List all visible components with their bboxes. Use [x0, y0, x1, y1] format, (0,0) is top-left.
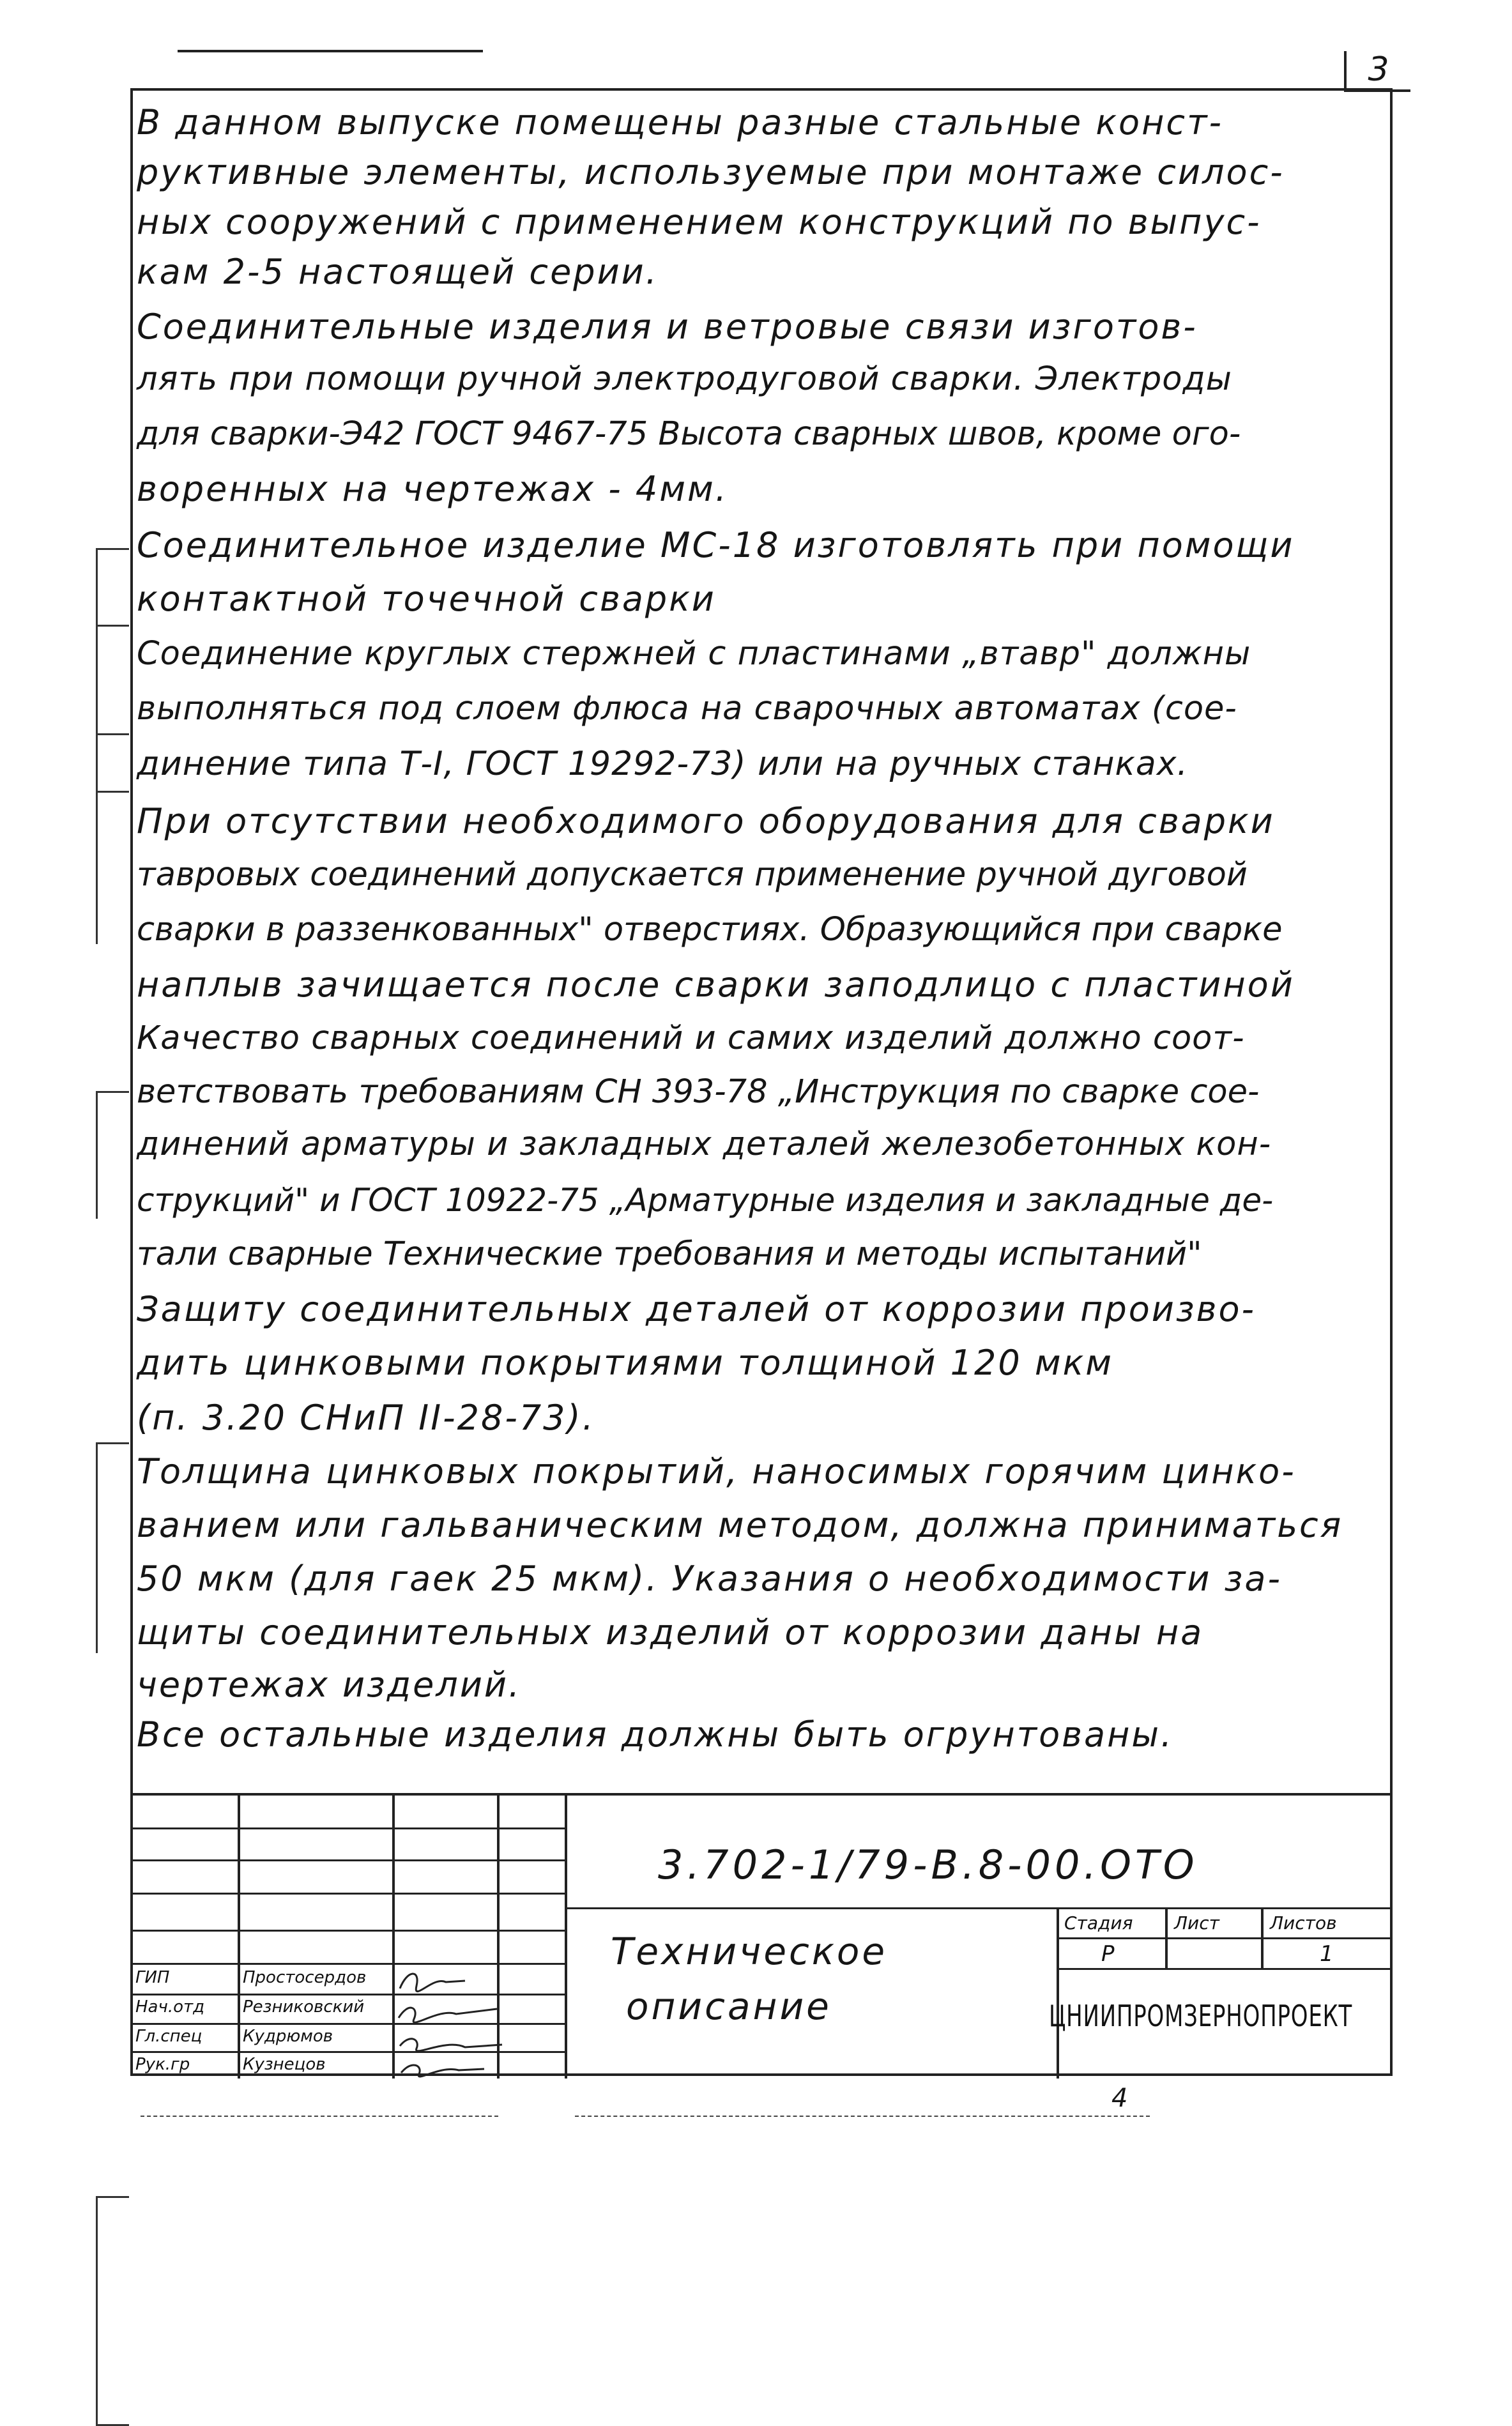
role-label: Нач.отд	[135, 1997, 205, 2017]
person-name: Кузнецов	[243, 2055, 326, 2074]
text-line: контактной точечной сварки	[137, 579, 716, 619]
text-line: выполняться под слоем флюса на сварочных автоматах (сое-	[137, 690, 1237, 728]
grid-line	[565, 1796, 567, 2079]
grid-line	[130, 1930, 565, 1932]
text-line: Все остальные изделия должны быть огрунтованы.	[137, 1714, 1174, 1755]
grid-line	[1057, 1937, 1393, 1939]
signatures-icon	[395, 1963, 503, 2078]
text-line: руктивные элементы, используемые при монтаже силос-	[137, 152, 1285, 192]
grid-line	[1057, 1968, 1393, 1970]
text-line: лять при помощи ручной электродуговой сварки. Электроды	[137, 360, 1232, 398]
footer-marks	[141, 2084, 1354, 2122]
text-line: Соединение круглых стержней с пластинами „втавр" должны	[137, 635, 1251, 673]
text-line: ветствовать требованиям СН 393-78 „Инструкция по сварке сое-	[137, 1073, 1260, 1111]
text-line: струкций" и ГОСТ 10922-75 „Арматурные изделия и закладные де-	[137, 1182, 1274, 1219]
text-line: (п. 3.20 СНиП II-28-73).	[137, 1398, 595, 1438]
text-line: При отсутствии необходимого оборудования для сварки	[137, 801, 1275, 841]
text-line: динение типа Т-I, ГОСТ 19292-73) или на ручных станках.	[137, 745, 1189, 783]
document-title: Техническое	[611, 1930, 888, 1973]
binding-segment	[96, 2196, 129, 2426]
grid-line	[565, 1907, 1393, 1909]
role-label: Гл.спец	[135, 2027, 202, 2046]
grid-line	[1057, 1907, 1059, 2079]
text-line: Толщина цинковых покрытий, наносимых горячим цинко-	[137, 1451, 1296, 1491]
text-line: 50 мкм (для гаек 25 мкм). Указания о необходимости за-	[137, 1559, 1282, 1599]
binding-segment	[96, 1442, 129, 1653]
binding-segment	[96, 791, 129, 944]
text-line: тали сварные Технические требования и методы испытаний"	[137, 1235, 1202, 1273]
footer-rule	[141, 2090, 498, 2117]
binding-segment	[96, 733, 129, 791]
person-name: Простосердов	[243, 1968, 367, 1987]
text-line: Соединительные изделия и ветровые связи изготов-	[137, 307, 1198, 347]
document-code: 3.702-1/79-В.8-00.ОТО	[658, 1842, 1198, 1888]
text-line: Соединительное изделие МС-18 изготовлять при помощи	[137, 525, 1295, 565]
text-line: воренных на чертежах - 4мм.	[137, 469, 728, 509]
text-line: наплыв зачищается после сварки заподлицо с пластиной	[137, 965, 1295, 1005]
text-line: щиты соединительных изделий от коррозии даны на	[137, 1612, 1204, 1652]
text-line: динений арматуры и закладных деталей железобетонных кон-	[137, 1125, 1272, 1163]
text-line: Защиту соединительных деталей от коррозии произво-	[137, 1289, 1256, 1329]
binding-segment	[96, 1091, 129, 1219]
text-line: В данном выпуске помещены разные стальные конст-	[137, 102, 1224, 142]
sheet-header: Лист	[1174, 1912, 1219, 1934]
person-name: Кудрюмов	[243, 2027, 333, 2046]
person-name: Резниковский	[243, 1997, 365, 2017]
grid-line	[130, 1827, 565, 1829]
text-line: чертежах изделий.	[137, 1665, 522, 1705]
sheets-value: 1	[1320, 1941, 1334, 1967]
stage-header: Стадия	[1064, 1912, 1133, 1934]
role-label: Рук.гр	[135, 2055, 190, 2074]
sheet-number: 3	[1344, 51, 1410, 92]
role-label: ГИП	[135, 1968, 170, 1987]
sheets-header: Листов	[1270, 1912, 1337, 1934]
top-rule	[178, 50, 483, 52]
text-line: кам 2-5 настоящей серии.	[137, 252, 659, 292]
grid-line	[130, 1893, 565, 1895]
binding-segment	[96, 625, 129, 733]
text-line: ных сооружений с применением конструкций по выпус-	[137, 202, 1262, 242]
grid-line	[130, 1859, 565, 1861]
stage-value: Р	[1101, 1941, 1115, 1967]
document-title: описание	[626, 1985, 832, 2028]
text-line: ванием или гальваническим методом, должна приниматься	[137, 1505, 1343, 1545]
binding-segment	[96, 548, 129, 625]
text-line: сварки в раззенкованных" отверстиях. Образующийся при сварке	[137, 911, 1283, 949]
text-line: для сварки-Э42 ГОСТ 9467-75 Высота сварных швов, кроме ого-	[137, 415, 1241, 453]
text-line: дить цинковыми покрытиями толщиной 120 мкм	[137, 1343, 1113, 1383]
grid-line	[238, 1796, 240, 2079]
footer-rule	[575, 2090, 1150, 2117]
text-line: Качество сварных соединений и самих изделий должно соот-	[137, 1019, 1245, 1057]
text-line: тавровых соединений допускается применение ручной дуговой	[137, 856, 1248, 894]
organization-name: ЦНИИПРОМЗЕРНОПРОЕКТ	[1049, 1999, 1353, 2033]
title-block	[130, 1793, 1393, 2079]
footer-page-number: 4	[1111, 2084, 1128, 2113]
